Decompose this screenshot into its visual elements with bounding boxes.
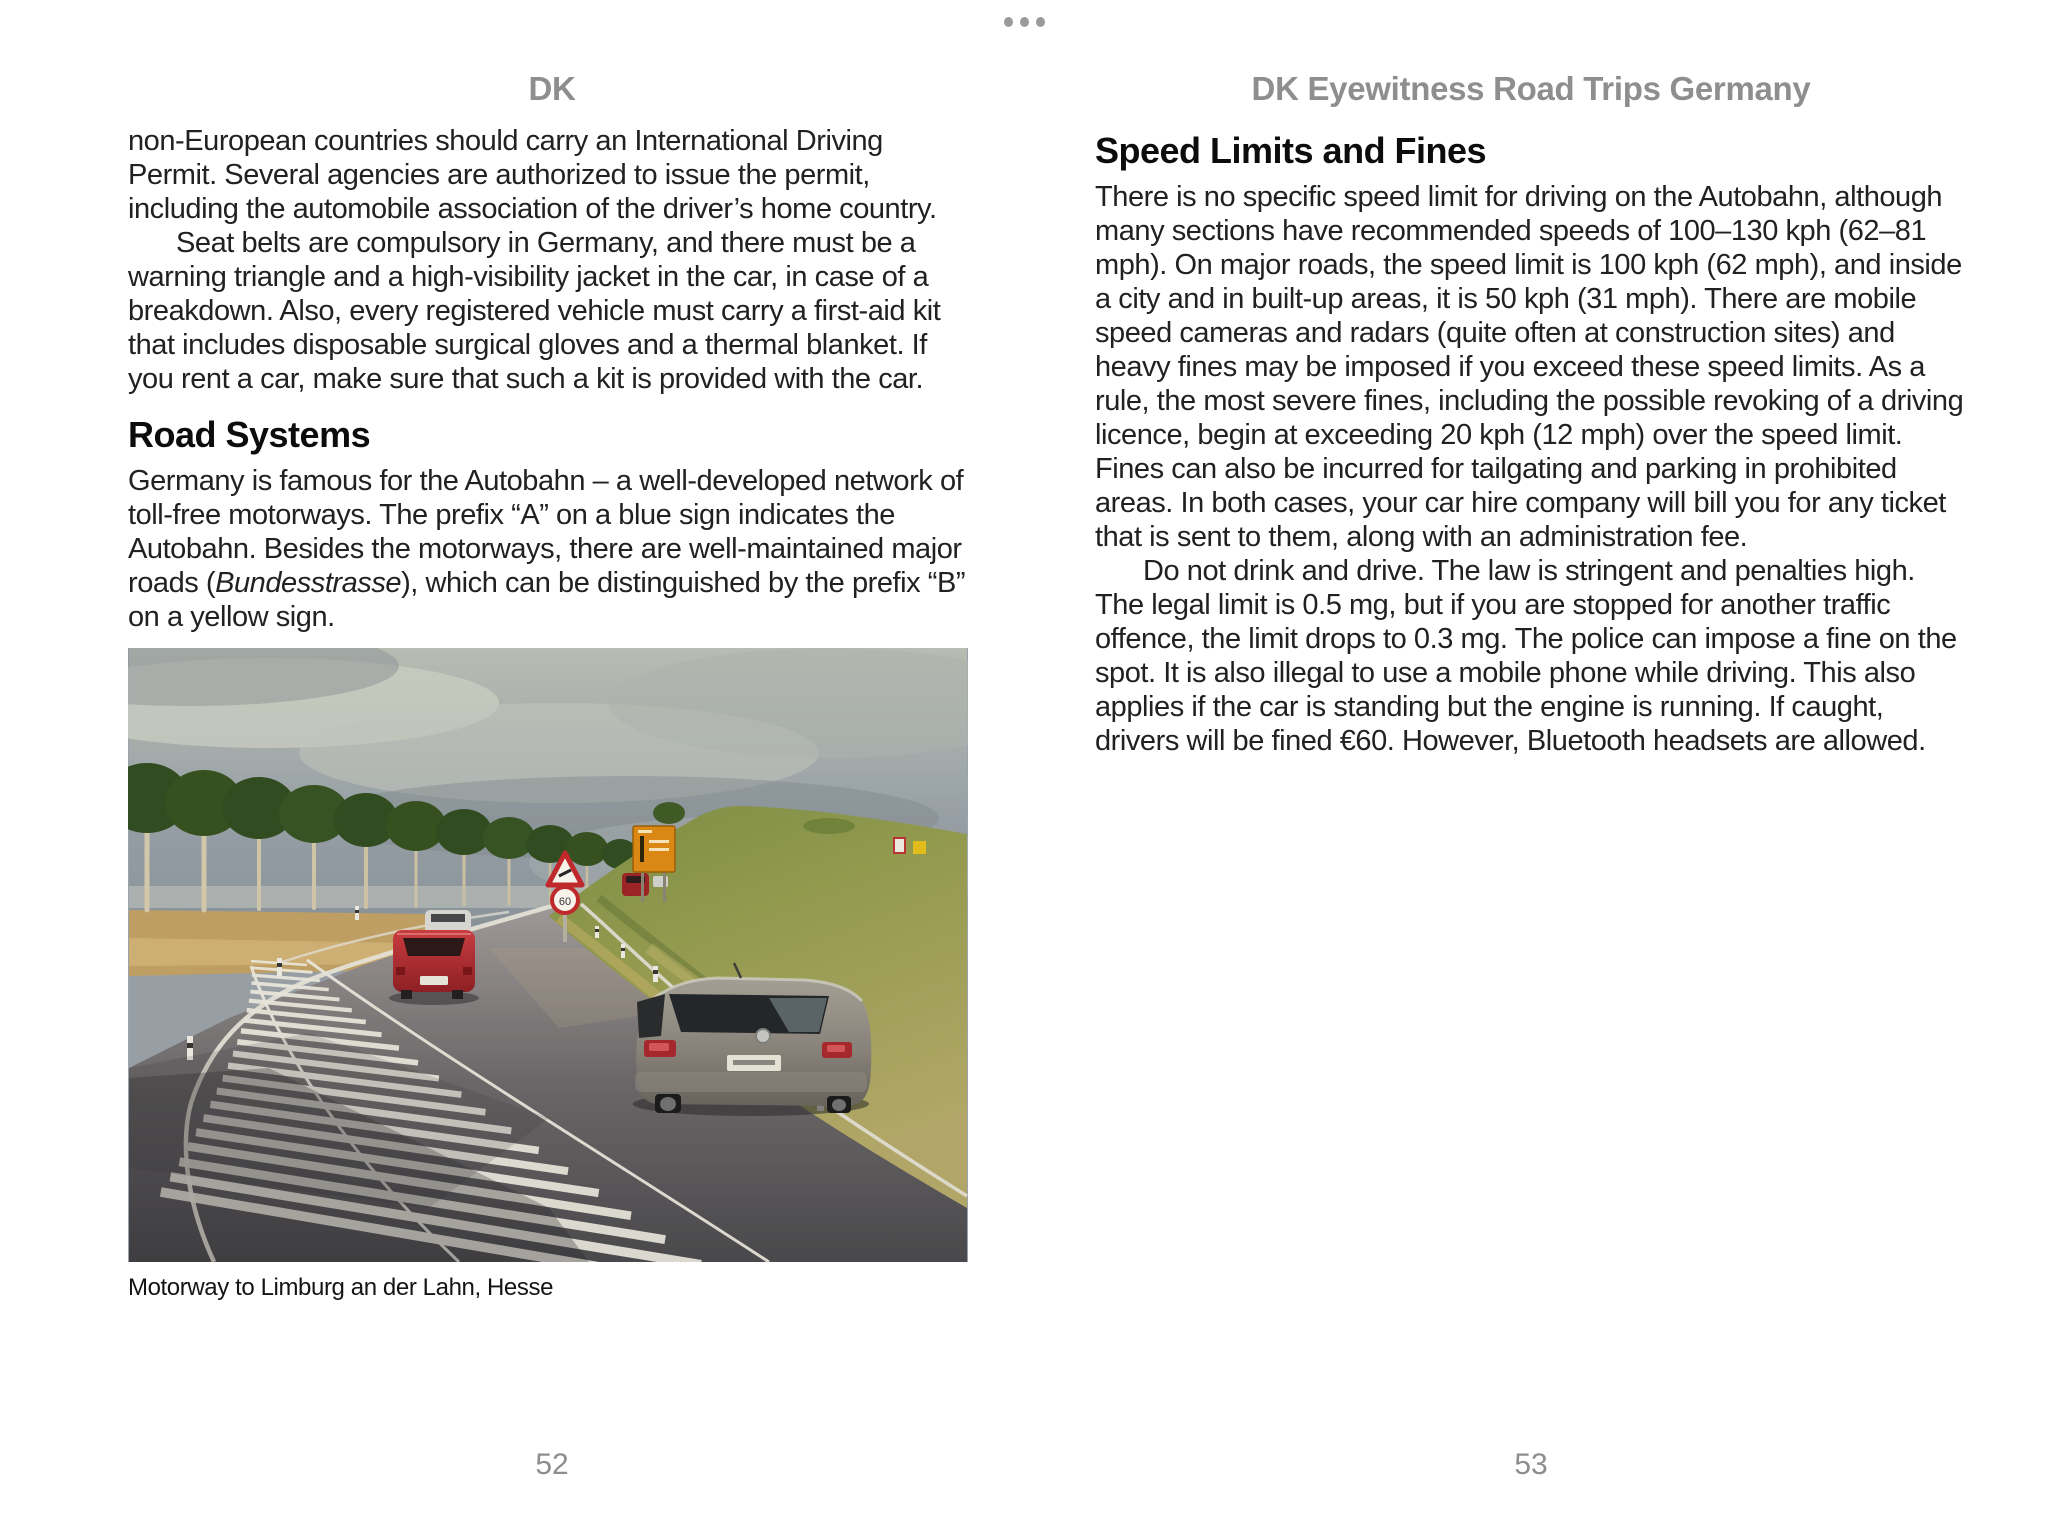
paragraph-autobahn-text-end: ), which can be distinguished by the prefix “B” on a yellow sign.	[128, 567, 966, 633]
paragraph-driving-permit: non-European countries should carry an International Driving Permit. Several agencies are authorized to issue the permit, including the automobile association of the driver’s home country.	[128, 125, 937, 225]
section-heading-speed-limits: Speed Limits and Fines	[1095, 130, 1487, 171]
right-page	[1095, 0, 1967, 1536]
paragraph-autobahn-text: Germany is famous for the Autobahn – a well-developed network of toll-free motorways. The prefix “A” on a blue sign indicates the Autobahn. Besides the motorways, there are well-maintained major roads (	[128, 465, 964, 599]
left-page-number: 52	[535, 1448, 569, 1481]
ellipsis-horizontal-icon	[1004, 17, 1013, 27]
motorway-photo	[128, 648, 968, 1262]
motorway-photo-figure	[128, 648, 968, 1302]
photo-shadows	[129, 648, 967, 1262]
right-text-column	[1095, 130, 1967, 758]
svg-text:60: 60	[558, 896, 572, 908]
paragraph-seat-belts: Seat belts are compulsory in Germany, and there must be a warning triangle and a high-visibility jacket in the car, in case of a breakdown. Also, every registered vehicle must carry a first-aid kit that includes disposable surgical gloves and a thermal blanket. If you rent a car, make sure that such a kit is provided with the car.	[128, 227, 941, 395]
left-page	[128, 0, 976, 1536]
left-running-header: DK	[528, 70, 576, 107]
right-page-number: 53	[1514, 1448, 1548, 1481]
right-running-header: DK Eyewitness Road Trips Germany	[1251, 70, 1811, 107]
more-menu-button[interactable]	[990, 8, 1058, 35]
left-text-column	[128, 124, 976, 1302]
paragraph-autobahn	[128, 464, 976, 634]
section-heading-road-systems: Road Systems	[128, 414, 371, 455]
photo-caption: Motorway to Limburg an der Lahn, Hesse	[128, 1274, 554, 1301]
paragraph-drink-driving: Do not drink and drive. The law is stringent and penalties high. The legal limit is 0.5 mg, but if you are stopped for another traffic offence, the limit drops to 0.3 mg. The police can impose a fine on the spot. It is also illegal to use a mobile phone while driving. This also applies if the car is standing but the engine is running. If caught, drivers will be fined €60. However, Bluetooth headsets are allowed.	[1095, 555, 1957, 757]
paragraph-speed-limits: There is no specific speed limit for driving on the Autobahn, although many sections have recommended speeds of 100–130 kph (62–81 mph). On major roads, the speed limit is 100 kph (62 mph), and inside a city and in built-up areas, it is 50 kph (31 mph). There are mobile speed cameras and radars (quite often at construction sites) and heavy fines may be imposed if you exceed these speed limits. As a rule, the most severe fines, including the possible revoking of a driving licence, begin at exceeding 20 kph (12 mph) over the speed limit. Fines can also be incurred for tailgating and parking in prohibited areas. In both cases, your car hire company will bill you for any ticket that is sent to them, along with an administration fee.	[1095, 181, 1964, 553]
italic-term-bundesstrasse: Bundesstrasse	[215, 567, 402, 599]
